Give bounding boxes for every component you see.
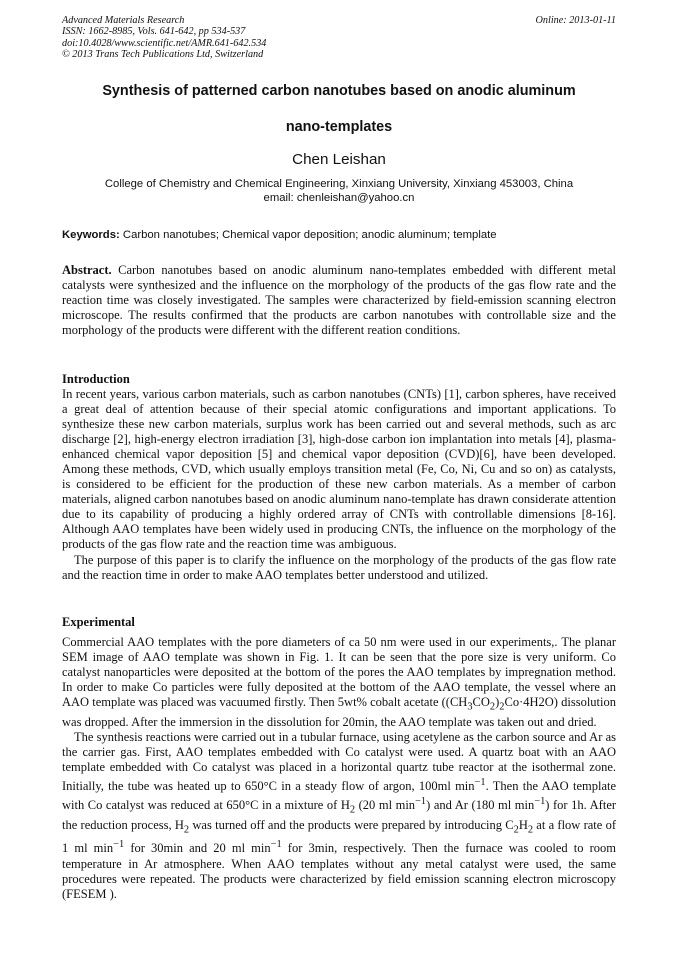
keywords-list: Carbon nanotubes; Chemical vapor deposition; anodic aluminum; template: [119, 229, 497, 241]
experimental-paragraph-1: [62, 635, 616, 730]
subscript: 2: [489, 701, 496, 713]
journal-header: [62, 15, 616, 61]
abstract-text: Carbon nanotubes based on anodic aluminum nano-templates embedded with different metal catalysts were synthesized and the influence on the morphology of the products of the gas flow rate and the reaction time was closely investigated. The samples were characterized by field-emission scanning electron microscope. The results confirmed that the products are carbon nanotubes with controllable size and the morphology of the products were different with the different reation conditions.: [62, 263, 616, 338]
text-run: The synthesis reactions were carried out in a tubular furnace, using acetylene as the carbon source and Ar as the carrier gas. First, AAO templates embedded with Co catalyst were used. A quartz boat with an AAO template embedded with Co catalyst was placed in a horizontal quartz tube reactor at the isothermal zone. Initially, the tube was heated up to 650°C in a steady flow of argon, 100ml min: [62, 729, 616, 794]
text-run: for 3min, respectively. Then the furnace was cooled to room temperature in Ar atmosphere. When AAO templates without any metal catalyst were used, the same procedures were repeated. The products were characterized by field emission scanning electron microscopy (FESEM ).: [62, 841, 616, 901]
text-run: (20 ml min: [355, 798, 416, 813]
online-date: Online: 2013-01-11: [535, 15, 616, 26]
text-run: CO: [472, 695, 490, 710]
journal-name: Advanced Materials Research: [62, 15, 185, 26]
copyright: © 2013 Trans Tech Publications Ltd, Switzerland: [62, 49, 264, 61]
text-run: ): [495, 695, 500, 710]
subscript: 3: [467, 701, 473, 713]
text-run: Commercial AAO templates with the pore diameters of ca 50 nm were used in our experiments,. The planar SEM image of AAO template was shown in Fig. 1. It can be seen that the pore size is very uniform. Co catalyst nanoparticles were deposited at the bottom of the pores the AAO templates by impregnation method. In order to make Co particles were fully deposited at the bottom of the AAO template, the vessel where an AAO template was placed was vacuumed firstly. Then 5wt% cobalt acetate ((CH: [62, 635, 616, 710]
introduction-paragraph-1: In recent years, various carbon materials, such as carbon nanotubes (CNTs) [1], carbon spheres, have received a great deal of attention because of their special atomic configurations and important applications. To synthesize these new carbon materials, surplus work has been carried out and several methods, such as arc discharge [2], high-energy electron irradiation [3], high-dose carbon ion implantation into metals [4], plasma-enhanced chemical vapor deposition [5] and chemical vapor deposition (CVD)[6], have been developed. Among these methods, CVD, which usually employs transition metal (Fe, Co, Ni, Cu and so on) as catalysts, is considered to be efficient for the production of these new carbon materials. As a member of carbon materials, aligned carbon nanotubes based on anodic aluminum nano-template has drawn considerate attention due to its capability of producing a highly ordered array of CNTs with controllable dimensions [8-16]. Although AAO templates have been widely used in producing CNTs, the influence on the morphology of the products of the gas flow rate and the reaction time was ambiguous.: [62, 387, 616, 552]
abstract-label: Abstract.: [62, 263, 112, 277]
subscript: 2: [349, 804, 356, 816]
author-email: email: chenleishan@yahoo.cn: [263, 191, 415, 204]
subscript: 2: [527, 824, 534, 836]
introduction-paragraph-2: The purpose of this paper is to clarify the influence on the morphology of the products of the gas flow rate and the reaction time in order to make AAO templates better understood and utilized.: [62, 552, 616, 582]
text-run: ) and Ar (180 ml min: [426, 798, 535, 813]
text-run: for 30min and 20 ml min: [124, 841, 271, 856]
text-run: H: [518, 817, 528, 832]
introduction-body: [62, 387, 616, 583]
superscript: −1: [270, 839, 282, 851]
text-run: . Then the AAO template with Co catalyst was reduced at 650°C in a mixture of H: [62, 779, 617, 813]
affiliation: College of Chemistry and Chemical Engineering, Xinxiang University, Xinxiang 453003, China: [104, 178, 574, 190]
paper-title-line-1: Synthesis of patterned carbon nanotubes based on anodic aluminum: [102, 83, 576, 99]
text-run: Co·4H2O) dissolution was dropped. After the immersion in the dissolution for 20min, the AAO template was taken out and dried.: [62, 695, 616, 729]
text-run: was turned off and the products were prepared by introducing C: [189, 817, 514, 832]
subscript: 2: [513, 824, 519, 836]
superscript: −1: [415, 796, 427, 808]
paper-title-line-2: nano-templates: [285, 119, 393, 135]
experimental-paragraph-2: [62, 730, 616, 902]
superscript: −1: [534, 796, 546, 808]
journal-info: [62, 15, 266, 61]
keywords: [62, 228, 616, 242]
subscript: 2: [499, 701, 505, 713]
issn: ISSN: 1662-8985, Vols. 641-642, pp 534-537: [62, 26, 246, 38]
introduction-heading: Introduction: [62, 372, 130, 386]
experimental-heading: Experimental: [62, 615, 135, 629]
abstract: [62, 263, 616, 338]
text-run: at a flow rate of 1 ml min: [62, 817, 616, 856]
text-run: ) for 1h. After the reduction process, H: [62, 798, 617, 832]
subscript: 2: [183, 824, 190, 836]
keywords-label: Keywords:: [62, 229, 120, 241]
superscript: −1: [474, 776, 486, 788]
experimental-body: [62, 635, 616, 902]
doi: doi:10.4028/www.scientific.net/AMR.641-642.534: [62, 37, 267, 49]
author-name: Chen Leishan: [292, 151, 386, 168]
affiliation-block: [40, 178, 638, 206]
superscript: −1: [113, 839, 125, 851]
